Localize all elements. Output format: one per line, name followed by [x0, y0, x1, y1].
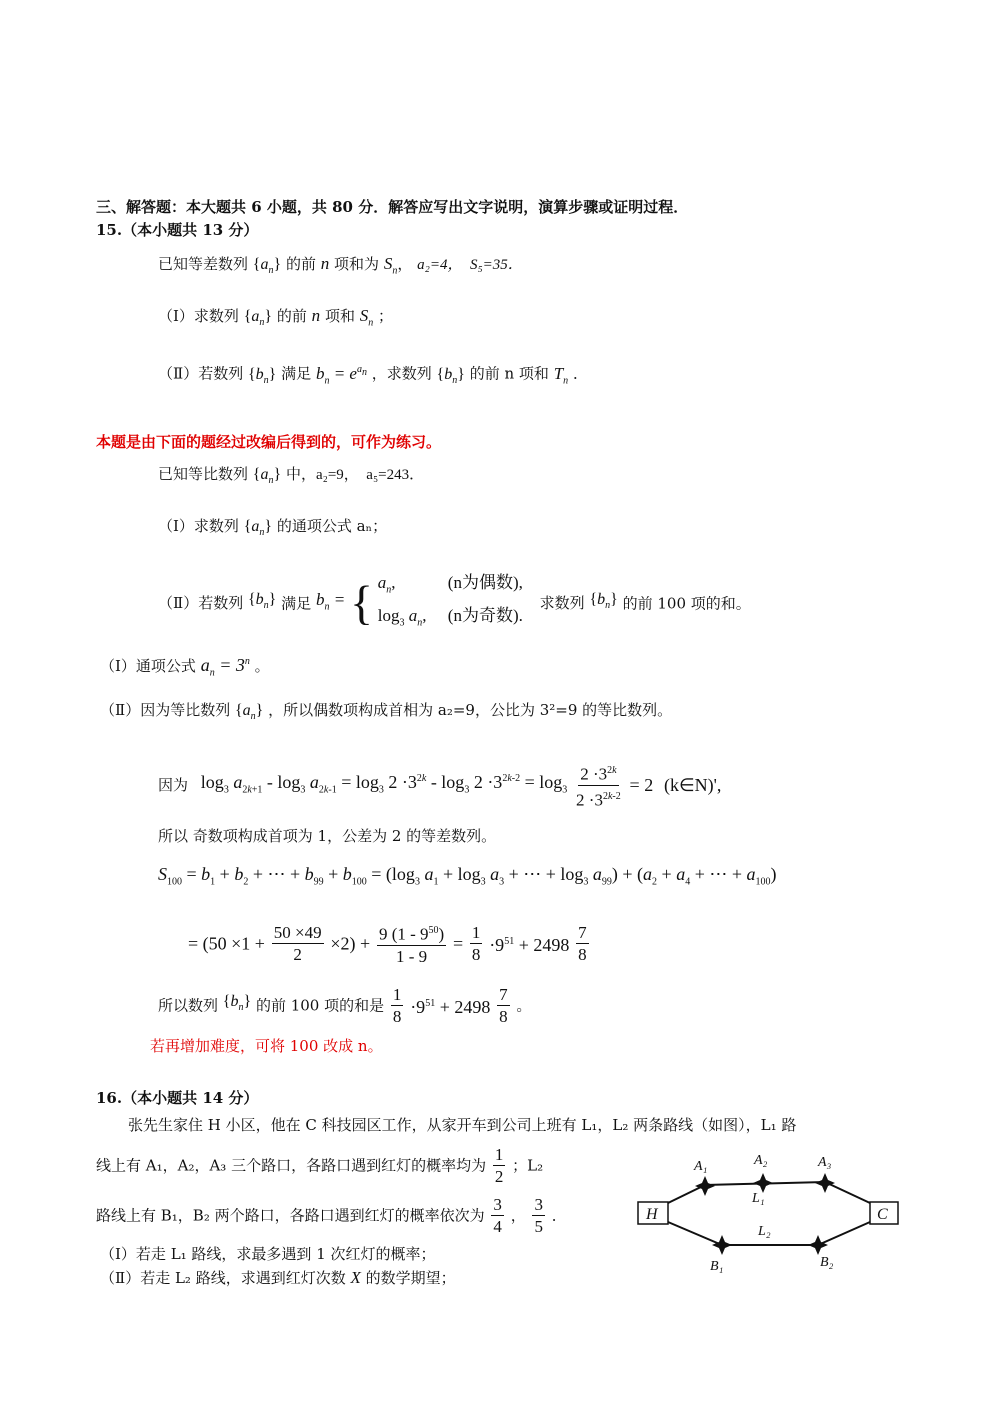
- label-b2: B₂: [820, 1255, 834, 1270]
- harder-note: 若再增加难度，可将 100 改成 n。: [150, 1037, 383, 1055]
- q16-line1: 张先生家住 H 小区，他在 C 科技园区工作，从家开车到公司上班有 L₁，L₂ 两条路线（如图），L₁ 路: [128, 1116, 797, 1134]
- route-diagram: [630, 1140, 910, 1280]
- q15-part2: （Ⅱ）若数列 $\{b_n\}$ 满足 $b_n = e^{a_n}$ ，求数列 $\{b_n\}$ 的前 n 项和 $T_n$ ．: [158, 363, 588, 387]
- q15-stem: 已知等差数列 $\{a_n\}$ 的前 n 项和为 $S_n$， a₂=4， S₅=35．: [158, 254, 523, 277]
- label-b1: B₁: [710, 1259, 724, 1274]
- sum-conclusion: 所以数列 $\{b_n\}$ 的前 100 项的和是 $\frac{1}{8}$ $\cdot 9^{51} + 2498$ $\frac{7}{8}$ 。: [158, 985, 532, 1026]
- intersection-a3: [815, 1173, 835, 1193]
- q16-part1: （Ⅰ）若走 L₁ 路线，求最多遇到 1 次红灯的概率；: [100, 1245, 436, 1263]
- label-l1: L₁: [752, 1191, 765, 1206]
- intersection-a1: [695, 1176, 715, 1196]
- home-label: H: [646, 1206, 658, 1223]
- log-equation: 因为 $\log_3 a_{2k+1} - \log_3 a_{2k-1} = \log_3 2 \cdot 3^{2k} - \log_3 2 \cdot 3^{2k-2} = \log_3$ $\frac{2 \cdot 3^{2k}}{2 \cdot 3^{2k-2}}$ = 2 (k∈N)',: [158, 760, 721, 810]
- adapt-note: 本题是由下面的题经过改编后得到的，可作为练习。: [96, 433, 442, 451]
- label-a2: A₂: [754, 1153, 768, 1168]
- adapt-part1: （Ⅰ）求数列 $\{a_n\}$ 的通项公式 aₙ；: [158, 517, 388, 539]
- q16-line3: 路线上有 B₁，B₂ 两个路口，各路口遇到红灯的概率依次为 $\frac{3}{4}$ ， $\frac{3}{5}$ ．: [96, 1195, 567, 1236]
- q16-line2: 线上有 A₁，A₂，A₃ 三个路口，各路口遇到红灯的概率均为 $\frac{1}{2}$ ；L₂: [96, 1145, 544, 1186]
- q16-header: 16.（本小题共 14 分）: [96, 1089, 259, 1107]
- solution-part2: （Ⅱ）因为等比数列 $\{a_n\}$ ，所以偶数项构成首相为 a₂=9，公比为 3²=9 的等比数列。: [100, 701, 673, 723]
- q15-part1: （Ⅰ）求数列 $\{a_n\}$ 的前 n 项和 $S_n$ ；: [158, 306, 394, 329]
- label-a3: A₃: [818, 1155, 832, 1170]
- adapt-part2: （Ⅱ）若数列 $\{b_n\}$ 满足 $b_n$ = { $a_n$, (n为偶数), $\log_3 a_n$, (n为奇数). 求数列 $\{b_n\}$ 的前 100 项的和。: [158, 573, 751, 630]
- intersection-b1: [712, 1235, 732, 1255]
- intersection-a2: [753, 1173, 773, 1193]
- label-l2: L₂: [758, 1224, 771, 1239]
- label-a1: A₁: [694, 1159, 708, 1174]
- q16-part2: （Ⅱ）若走 L₂ 路线，求遇到红灯次数 X 的数学期望；: [100, 1268, 456, 1287]
- q15-header: 15.（本小题共 13 分）: [96, 221, 259, 239]
- sum-evaluation: = (50 ×1 + $\frac{50 \times 49}{2}$ ×2) + $\frac{9 (1 - 9^{50})}{1 - 9}$ = $\frac{1}{8}$ $\cdot 9^{51} + 2498$ $\frac{7}{8}$: [188, 920, 591, 970]
- solution-part1: （Ⅰ）通项公式 $a_n = 3^n$ 。: [100, 655, 270, 679]
- section-title: 三、解答题：本大题共 6 小题，共 80 分．解答应写出文字说明，演算步骤或证明过程．: [96, 198, 689, 216]
- intersection-b2: [808, 1235, 828, 1255]
- odd-terms-note: 所以 奇数项构成首项为 1，公差为 2 的等差数列。: [158, 827, 497, 845]
- sum-expansion: $S_{100} = b_1 + b_2$ + ⋯ + $b_{99} + b_{100} = (\log_3$ $a_1 + \log_3 a_3$ + ⋯ + $\log_3 a_{99}) + (a_2 + a_4$ + ⋯ + $a_{100}$): [158, 864, 777, 888]
- adapt-stem: 已知等比数列 $\{a_n\}$ 中，a₂=9， a₅=243．: [158, 465, 425, 487]
- company-label: C: [877, 1206, 888, 1223]
